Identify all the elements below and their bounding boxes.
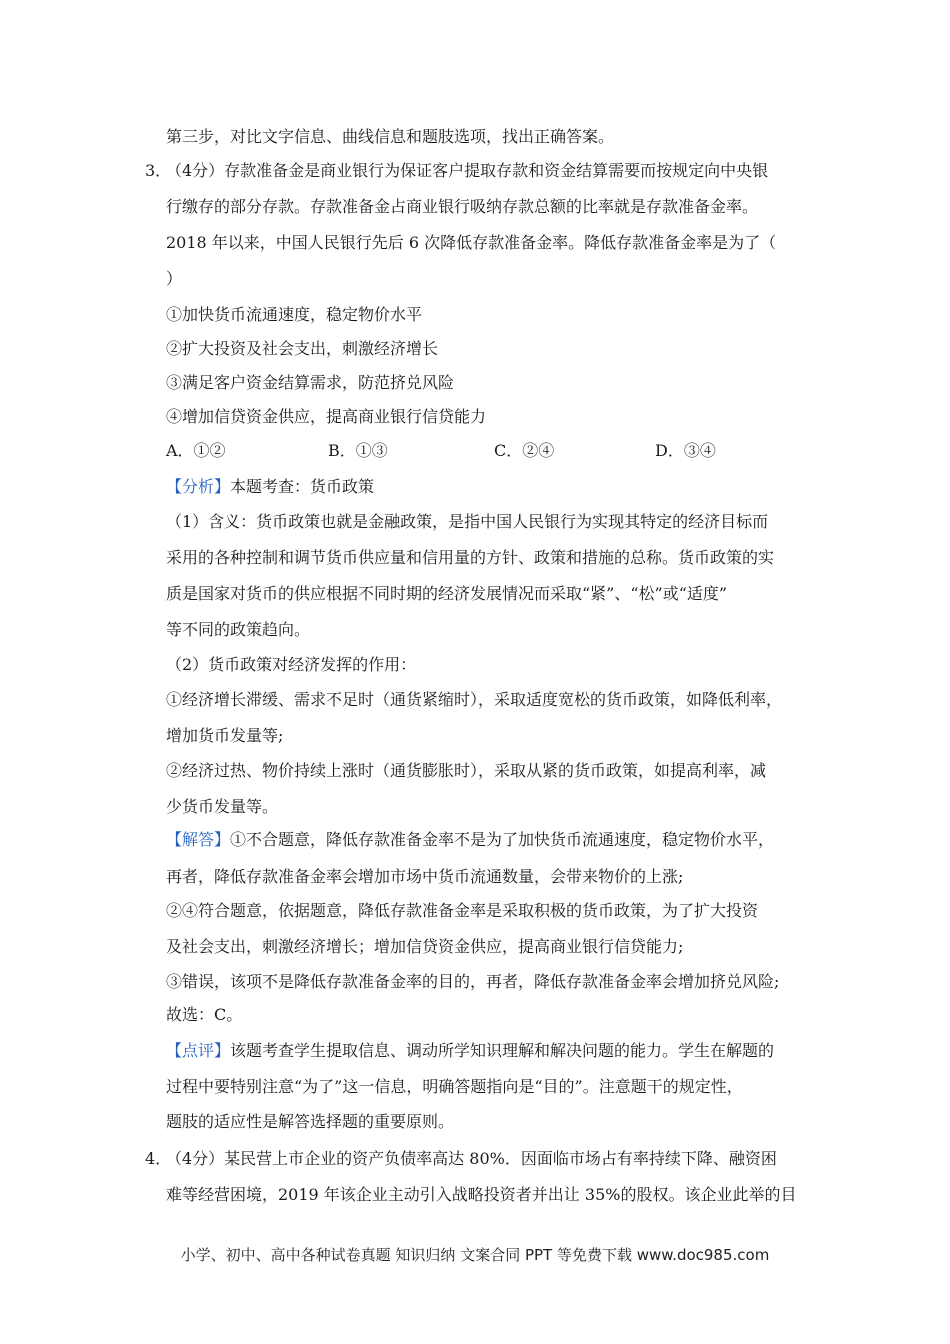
review-first-line [166, 1040, 774, 1062]
answer-line-1: 再者，降低存款准备金率会增加市场中货币流通数量，会带来物价的上涨; [166, 867, 684, 886]
q3-option-a: A．①② [166, 441, 226, 460]
analysis-line-9: 少货币发量等。 [166, 797, 279, 816]
answer-line-4: ③错误，该项不是降低存款准备金率的目的，再者，降低存款准备金率会增加挤兑风险; [166, 972, 780, 991]
q3-statement-2: ②扩大投资及社会支出，刺激经济增长 [166, 339, 439, 358]
analysis-tag: 【分析】 [166, 477, 231, 496]
answer-line-2: ②④符合题意，依据题意，降低存款准备金率是采取积极的货币政策，为了扩大投资 [166, 901, 759, 920]
q3-number: 3． [145, 161, 172, 180]
answer-line-3: 及社会支出，刺激经济增长；增加信贷资金供应，提高商业银行信贷能力; [166, 937, 684, 956]
q3-option-c: C．②④ [494, 441, 555, 460]
review-tag: 【点评】 [166, 1041, 231, 1060]
q3-statement-1: ①加快货币流通速度，稳定物价水平 [166, 305, 423, 324]
q4-stem-line1: （4分）某民营上市企业的资产负债率高达 80%．因面临市场占有率持续下降、融资困 [166, 1149, 777, 1168]
analysis-heading-line [166, 476, 374, 498]
q4-stem-line2: 难等经营困境，2019 年该企业主动引入战略投资者并出让 35%的股权。该企业此举的目 [166, 1185, 797, 1204]
q3-option-b: B．①③ [328, 441, 388, 460]
footer-text: 小学、初中、高中各种试卷真题 知识归纳 文案合同 PPT 等免费下载 www.doc985.com [180, 1246, 770, 1264]
answer-line-5: 故选：C。 [166, 1005, 243, 1024]
q3-statement-3: ③满足客户资金结算需求，防范挤兑风险 [166, 373, 455, 392]
q3-option-d: D．③④ [655, 441, 716, 460]
analysis-heading: 本题考查：货币政策 [230, 477, 375, 496]
review-line-1: 过程中要特别注意“为了”这一信息，明确答题指向是“目的”。注意题干的规定性， [166, 1077, 743, 1096]
analysis-line-4: 等不同的政策趋向。 [166, 620, 311, 639]
q4-number: 4． [145, 1149, 172, 1168]
review-line-2: 题肢的适应性是解答选择题的重要原则。 [166, 1112, 455, 1131]
analysis-line-2: 采用的各种控制和调节货币供应量和信用量的方针、政策和措施的总称。货币政策的实 [166, 548, 775, 567]
analysis-line-7: 增加货币发量等; [166, 726, 284, 745]
analysis-line-5: （2）货币政策对经济发挥的作用： [166, 655, 417, 674]
review-first: 该题考查学生提取信息、调动所学知识理解和解决问题的能力。学生在解题的 [230, 1041, 775, 1060]
q3-stem-line4: ） [166, 269, 183, 288]
analysis-line-1: （1）含义：货币政策也就是金融政策，是指中国人民银行为实现其特定的经济目标而 [166, 512, 769, 531]
answer-tag: 【解答】 [166, 830, 231, 849]
q3-stem-line3: 2018 年以来，中国人民银行先后 6 次降低存款准备金率。降低存款准备金率是为了（ [166, 233, 777, 252]
q3-statement-4: ④增加信贷资金供应，提高商业银行信贷能力 [166, 407, 487, 426]
answer-first: ①不合题意，降低存款准备金率不是为了加快货币流通速度，稳定物价水平， [230, 830, 775, 849]
intro-line: 第三步，对比文字信息、曲线信息和题肢选项，找出正确答案。 [166, 127, 615, 146]
analysis-line-8: ②经济过热、物价持续上涨时（通货膨胀时），采取从紧的货币政策，如提高利率，减 [166, 761, 767, 780]
q3-stem-line2: 行缴存的部分存款。存款准备金占商业银行吸纳存款总额的比率就是存款准备金率。 [166, 197, 759, 216]
analysis-line-6: ①经济增长滞缓、需求不足时（通货紧缩时），采取适度宽松的货币政策，如降低利率， [166, 690, 783, 709]
q3-stem-line1: （4分）存款准备金是商业银行为保证客户提取存款和资金结算需要而按规定向中央银 [166, 161, 769, 180]
analysis-line-3: 质是国家对货币的供应根据不同时期的经济发展情况而采取“紧”、“松”或“适度” [166, 584, 728, 603]
answer-first-line [166, 829, 774, 851]
